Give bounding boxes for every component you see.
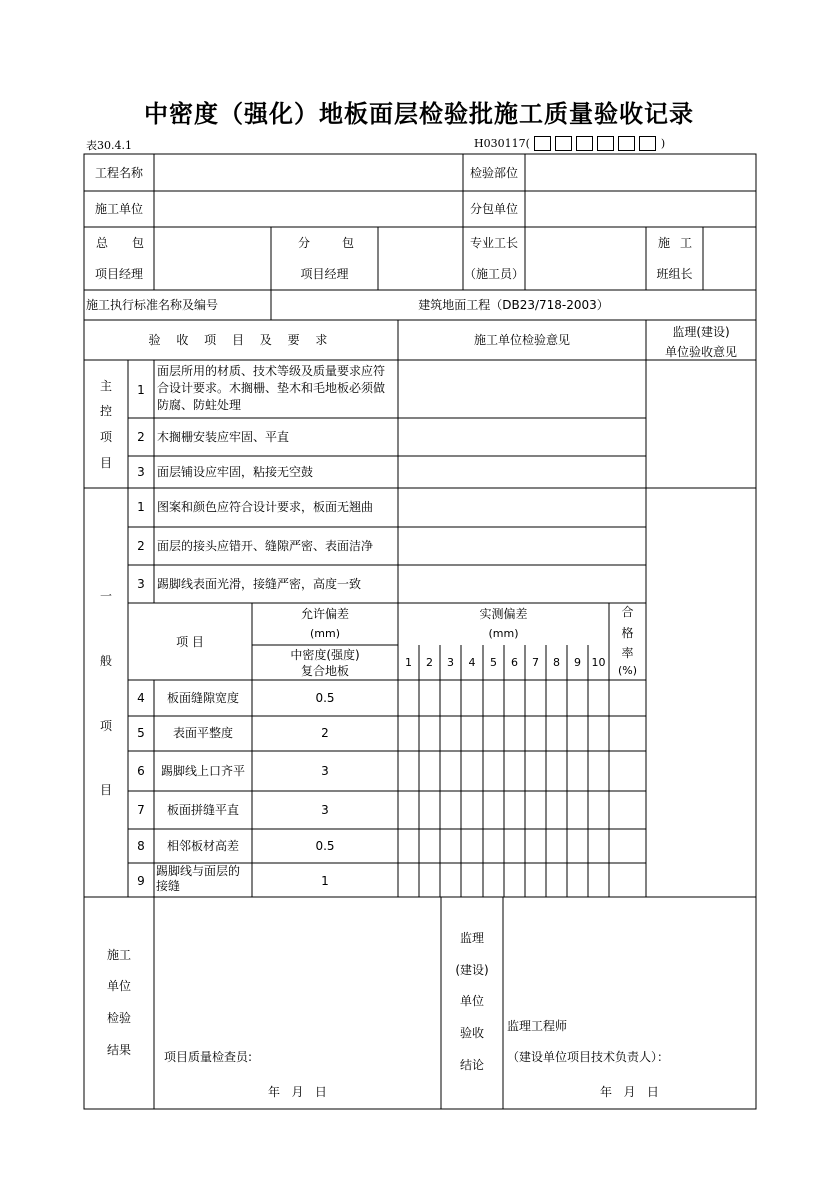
form-number: 表30.4.1 <box>86 139 132 152</box>
main-item-text: 面层所用的材质、技术等级及质量要求应符合设计要求。木搁栅、垫木和毛地板必须做防腐、防蛀处理 <box>157 364 386 412</box>
point-header: 1 <box>405 656 412 669</box>
deviation-item-header: 项 目 <box>176 635 204 649</box>
supervisor-header-1: 监理(建设) <box>672 325 730 339</box>
deviation-name: 踢脚线与面层的接缝 <box>156 864 241 893</box>
sub-label-a: 分 <box>298 236 311 250</box>
footer-unit-label-4: 结果 <box>106 1043 131 1057</box>
general-label-3: 项 <box>99 719 112 733</box>
main-label-4: 目 <box>99 456 112 470</box>
unit-opinion-header: 施工单位检验意见 <box>473 333 570 347</box>
general-item-text: 面层的接头应错开、缝隙严密、表面洁净 <box>157 539 374 553</box>
point-header: 10 <box>591 656 606 669</box>
sup-label-2: (建设) <box>455 963 489 977</box>
deviation-name: 板面缝隙宽度 <box>166 691 239 705</box>
date-left: 年 月 日 <box>268 1085 327 1099</box>
code-prefix: H030117( <box>474 137 530 150</box>
pass-rate-2: 格 <box>621 626 634 640</box>
deviation-allowed: 3 <box>321 764 329 778</box>
general-item-text: 图案和颜色应符合设计要求，板面无翘曲 <box>157 500 374 514</box>
deviation-no: 9 <box>137 874 145 888</box>
sup-label-4: 验收 <box>459 1026 484 1040</box>
material-type-2: 复合地板 <box>300 664 349 678</box>
sup-label-5: 结论 <box>459 1058 484 1072</box>
footer-unit-label-3: 检验 <box>106 1011 131 1025</box>
deviation-name: 板面拼缝平直 <box>166 803 239 817</box>
main-label-2: 控 <box>99 404 112 418</box>
deviation-name: 表面平整度 <box>172 726 233 740</box>
items-req-header: 验 收 项 目 及 要 求 <box>148 333 334 347</box>
sub-label-b: 包 <box>342 236 355 250</box>
pass-rate-4: (%) <box>617 664 638 677</box>
construction-unit-label: 施工单位 <box>94 202 143 216</box>
point-header: 2 <box>426 656 433 669</box>
standard-value: 建筑地面工程（DB23/718-2003） <box>418 298 609 312</box>
point-header: 6 <box>511 656 518 669</box>
worker-label: （施工员） <box>463 267 524 281</box>
point-header: 7 <box>532 656 539 669</box>
main-item-no: 3 <box>137 465 145 479</box>
main-label-3: 项 <box>99 430 112 444</box>
deviation-no: 4 <box>137 691 145 705</box>
sup-engineer-label: 监理工程师 <box>507 1019 568 1033</box>
point-header: 3 <box>447 656 454 669</box>
subcontract-unit-label: 分包单位 <box>469 202 518 216</box>
deviation-name: 相邻板材高差 <box>166 839 239 853</box>
team-label-b: 工 <box>680 236 693 250</box>
main-label-1: 主 <box>99 379 112 393</box>
sup-label-1: 监理 <box>459 931 484 945</box>
measured-unit: (mm) <box>488 627 519 640</box>
footer-unit-label-1: 施工 <box>106 948 131 962</box>
date-right: 年 月 日 <box>600 1085 659 1099</box>
main-item-no: 2 <box>137 430 145 444</box>
deviation-allowed: 1 <box>321 874 329 888</box>
general-item-text: 踢脚线表面光滑，接缝严密，高度一致 <box>157 577 362 591</box>
sub-pm-label: 项目经理 <box>300 267 349 281</box>
page-title: 中密度（强化）地板面层检验批施工质量验收记录 <box>144 100 694 128</box>
point-header: 8 <box>553 656 560 669</box>
gc-pm-label: 项目经理 <box>94 267 143 281</box>
deviation-no: 8 <box>137 839 145 853</box>
sup-label-3: 单位 <box>459 994 484 1008</box>
general-label-4: 目 <box>99 783 112 797</box>
measured-deviation-header: 实测偏差 <box>479 607 528 621</box>
point-header: 5 <box>490 656 497 669</box>
team-leader-label: 班组长 <box>656 267 693 281</box>
allowed-unit: (mm) <box>309 627 340 640</box>
qc-inspector-label: 项目质量检查员: <box>164 1050 253 1064</box>
supervisor-header-2: 单位验收意见 <box>664 345 737 359</box>
deviation-allowed: 2 <box>321 726 329 740</box>
project-name-label: 工程名称 <box>94 166 143 180</box>
general-label-2: 般 <box>99 654 112 668</box>
deviation-no: 7 <box>137 803 145 817</box>
inspect-part-label: 检验部位 <box>469 166 518 180</box>
general-item-no: 2 <box>137 539 145 553</box>
code-suffix: ) <box>660 137 666 150</box>
team-label-a: 施 <box>658 236 671 250</box>
deviation-allowed: 0.5 <box>315 839 335 853</box>
main-item-text: 面层铺设应牢固，粘接无空鼓 <box>157 465 314 479</box>
deviation-name: 踢脚线上口齐平 <box>160 764 245 778</box>
pass-rate-1: 合 <box>621 605 634 619</box>
general-item-no: 1 <box>137 500 145 514</box>
footer-unit-label-2: 单位 <box>106 979 131 993</box>
foreman-label: 专业工长 <box>469 236 518 250</box>
main-item-no: 1 <box>137 383 145 397</box>
deviation-no: 5 <box>137 726 145 740</box>
deviation-allowed: 3 <box>321 803 329 817</box>
point-header: 4 <box>468 656 476 669</box>
gc-label-a: 总 <box>96 236 109 250</box>
general-label-1: 一 <box>99 589 112 603</box>
pass-rate-3: 率 <box>621 646 634 660</box>
gc-label-b: 包 <box>132 236 145 250</box>
main-item-text: 木搁栅安装应牢固、平直 <box>157 430 290 444</box>
allowed-deviation-header: 允许偏差 <box>300 607 349 621</box>
general-item-no: 3 <box>137 577 145 591</box>
owner-rep-label: （建设单位项目技术负责人）： <box>507 1050 670 1064</box>
standard-label: 施工执行标准名称及编号 <box>86 298 219 312</box>
deviation-no: 6 <box>137 764 145 778</box>
material-type-1: 中密度(强度) <box>290 648 360 662</box>
point-header: 9 <box>574 656 581 669</box>
deviation-allowed: 0.5 <box>315 691 335 705</box>
